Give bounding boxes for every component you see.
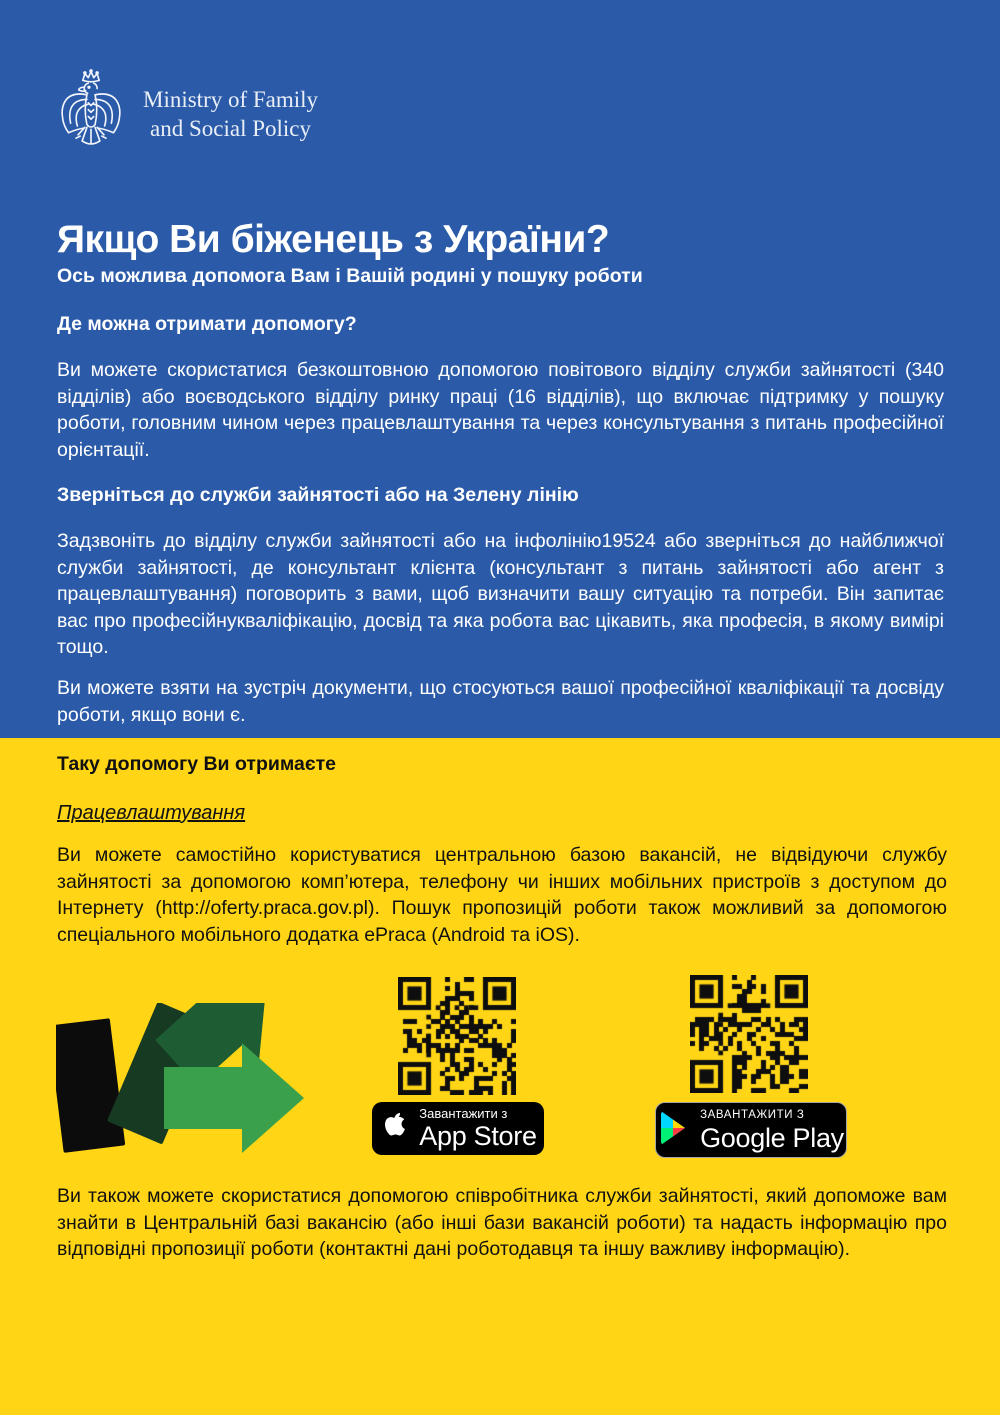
app-store-badge[interactable] [372, 1102, 544, 1155]
section-heading-where-to-get-help: Де можна отримати допомогу? [57, 313, 357, 335]
section-heading-contact-service: Зверніться до служби зайнятості або на Зелену лінію [57, 484, 579, 506]
paragraph-free-help: Ви можете скористатися безкоштовною допомогою повітового відділу служби зайнятості (340 відділів) або воєводського відділу ринку праці (16 відділів), що включає підтримку у пошуку роботи, головним чином через працевлаштування та через консультування з питань професійної орієнтації. [57, 359, 944, 461]
app-store-badge-large-label: App Store [419, 1121, 537, 1151]
qr-code-google-play [690, 975, 808, 1093]
paragraph-staff-help: Ви також можете скористатися допомогою співробітника служби зайнятості, який допоможе вам знайти в Центральній базі вакансію (або інші бази вакансій роботи) та надасть інформацію про відповідні пропозиції роботи (контактні дані роботодавця та іншу важливу інформацію). [57, 1185, 947, 1260]
qr-code-app-store [398, 977, 516, 1095]
polish-eagle-coat-of-arms-icon [57, 68, 125, 159]
page-subtitle: Ось можлива допомога Вам і Вашій родині у пошуку роботи [57, 265, 643, 287]
google-play-badge-small-label: ЗАВАНТАЖИТИ З [700, 1108, 805, 1121]
ministry-logo [57, 68, 318, 159]
google-play-badge[interactable] [655, 1102, 847, 1158]
google-play-icon [658, 1110, 688, 1151]
page-title: Якщо Ви біженець з України? [57, 218, 610, 261]
apple-icon [379, 1110, 407, 1148]
paragraph-job-database: Ви можете самостійно користуватися центральною базою вакансій, не відвідуючи службу зайнятості за допомогою комп’ютера, телефону чи інших мобільних пристроїв з доступом до Інтернету (http://oferty.praca.gov.pl). Пошук пропозицій роботи також можливий за допомогою спеціального мобільного додатка ePraca (Android та iOS). [57, 844, 947, 946]
app-store-badge-small-label: Завантажити з [419, 1106, 508, 1121]
ministry-name [143, 85, 318, 143]
paragraph-bring-documents: Ви можете взяти на зустріч документи, що стосуються вашої професійної кваліфікації та досвіду роботи, якщо вони є. [57, 677, 944, 726]
subheading-employment: Працевлаштування [57, 802, 246, 824]
section-heading-help-you-get: Таку допомогу Ви отримаєте [57, 753, 337, 775]
ministry-name-line1: Ministry of Family [143, 86, 319, 112]
ministry-name-line2: and Social Policy [150, 115, 312, 141]
google-play-badge-large-label: Google Play [700, 1122, 844, 1153]
employment-service-arrows-logo [56, 1003, 306, 1163]
paragraph-call-infoline: Задзвоніть до відділу служби зайнятості або на інфолінію19524 або зверніться до найближчої служби зайнятості, де консультант клієнта (консультант з питань зайнятості або агент з працевлаштування) поговорить з вами, щоб визначити вашу ситуацію та потреби. Він запитає вас про професійнукваліфікацію, досвід та яка робота вас цікавить, яка професія, в якому вимірі тощо. [57, 530, 944, 658]
